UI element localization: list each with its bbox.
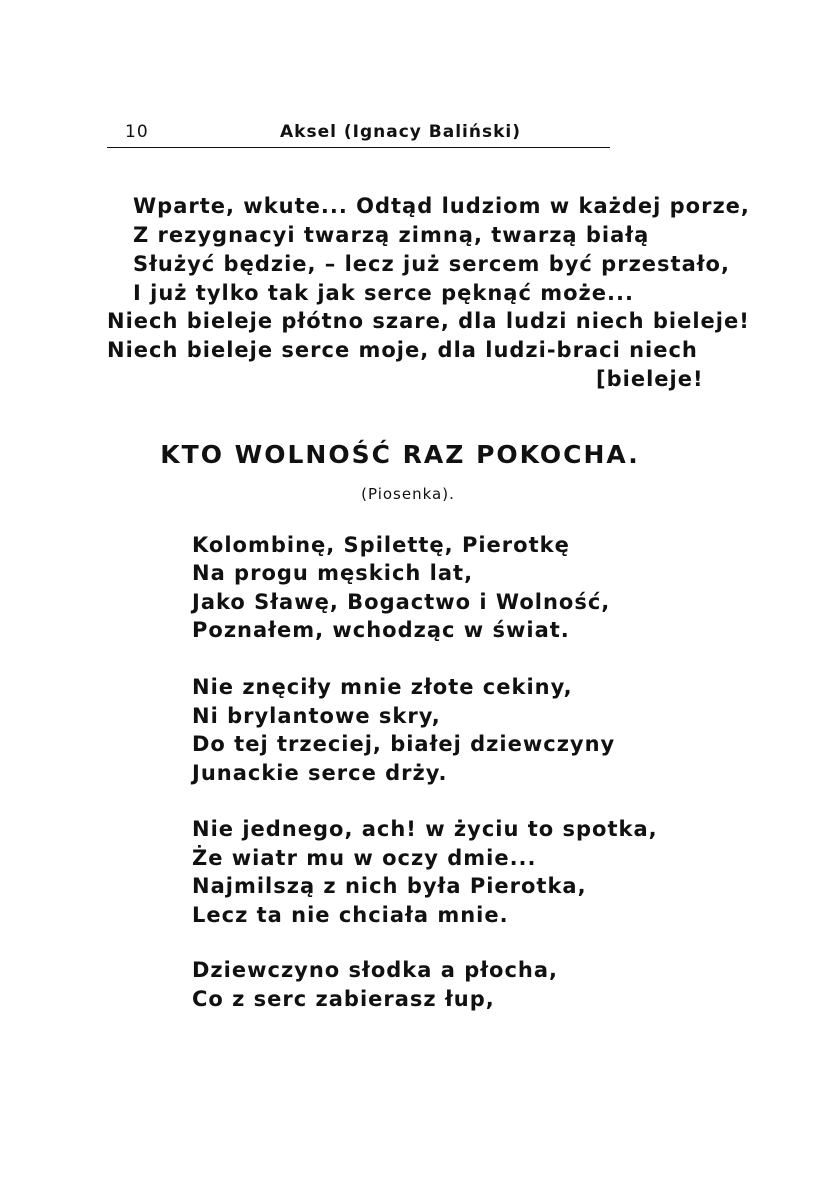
verse-line: I już tylko tak jak serce pęknąć może... [133,281,634,305]
poem-line: Ni brylantowe skry, [192,704,441,728]
poem-subtitle: (Piosenka). [361,485,455,503]
poem-line: Jako Sławę, Bogactwo i Wolność, [192,590,611,614]
poem-line: Najmilszą z nich była Pierotka, [192,874,587,898]
poem-line: Nie znęciły mnie złote cekiny, [192,675,573,699]
page-number: 10 [125,122,149,142]
poem-line: Co z serc zabierasz łup, [192,987,495,1011]
poem-line: Junackie serce drży. [192,761,448,785]
verse-line: Służyć będzie, – lecz już sercem być przestało, [133,252,730,276]
poem-line: Lecz ta nie chciała mnie. [192,903,509,927]
verse-line: Z rezygnacyi twarzą zimną, twarzą białą [133,223,650,247]
verse-line: Niech bieleje płótno szare, dla ludzi niech bieleje! [107,309,750,333]
verse-line: Wparte, wkute... Odtąd ludziom w każdej porze, [133,194,750,218]
poem-line: Poznałem, wchodząc w świat. [192,618,570,642]
poem-line: Na progu męskich lat, [192,561,474,585]
poem-line: Nie jednego, ach! w życiu to spotka, [192,817,658,841]
poem-line: Że wiatr mu w oczy dmie... [192,846,537,870]
header-rule [107,147,610,148]
running-title: Aksel (Ignacy Baliński) [280,122,521,142]
running-header [107,118,610,148]
poem-line: Kolombinę, Spilettę, Pierotkę [192,533,570,557]
poem-title: KTO WOLNOŚĆ RAZ POKOCHA. [160,440,640,469]
verse-line: Niech bieleje serce moje, dla ludzi-braci niech [107,338,698,362]
poem-line: Dziewczyno słodka a płocha, [192,958,559,982]
verse-line-turnover: [bieleje! [596,367,704,391]
poem-line: Do tej trzeciej, białej dziewczyny [192,732,616,756]
